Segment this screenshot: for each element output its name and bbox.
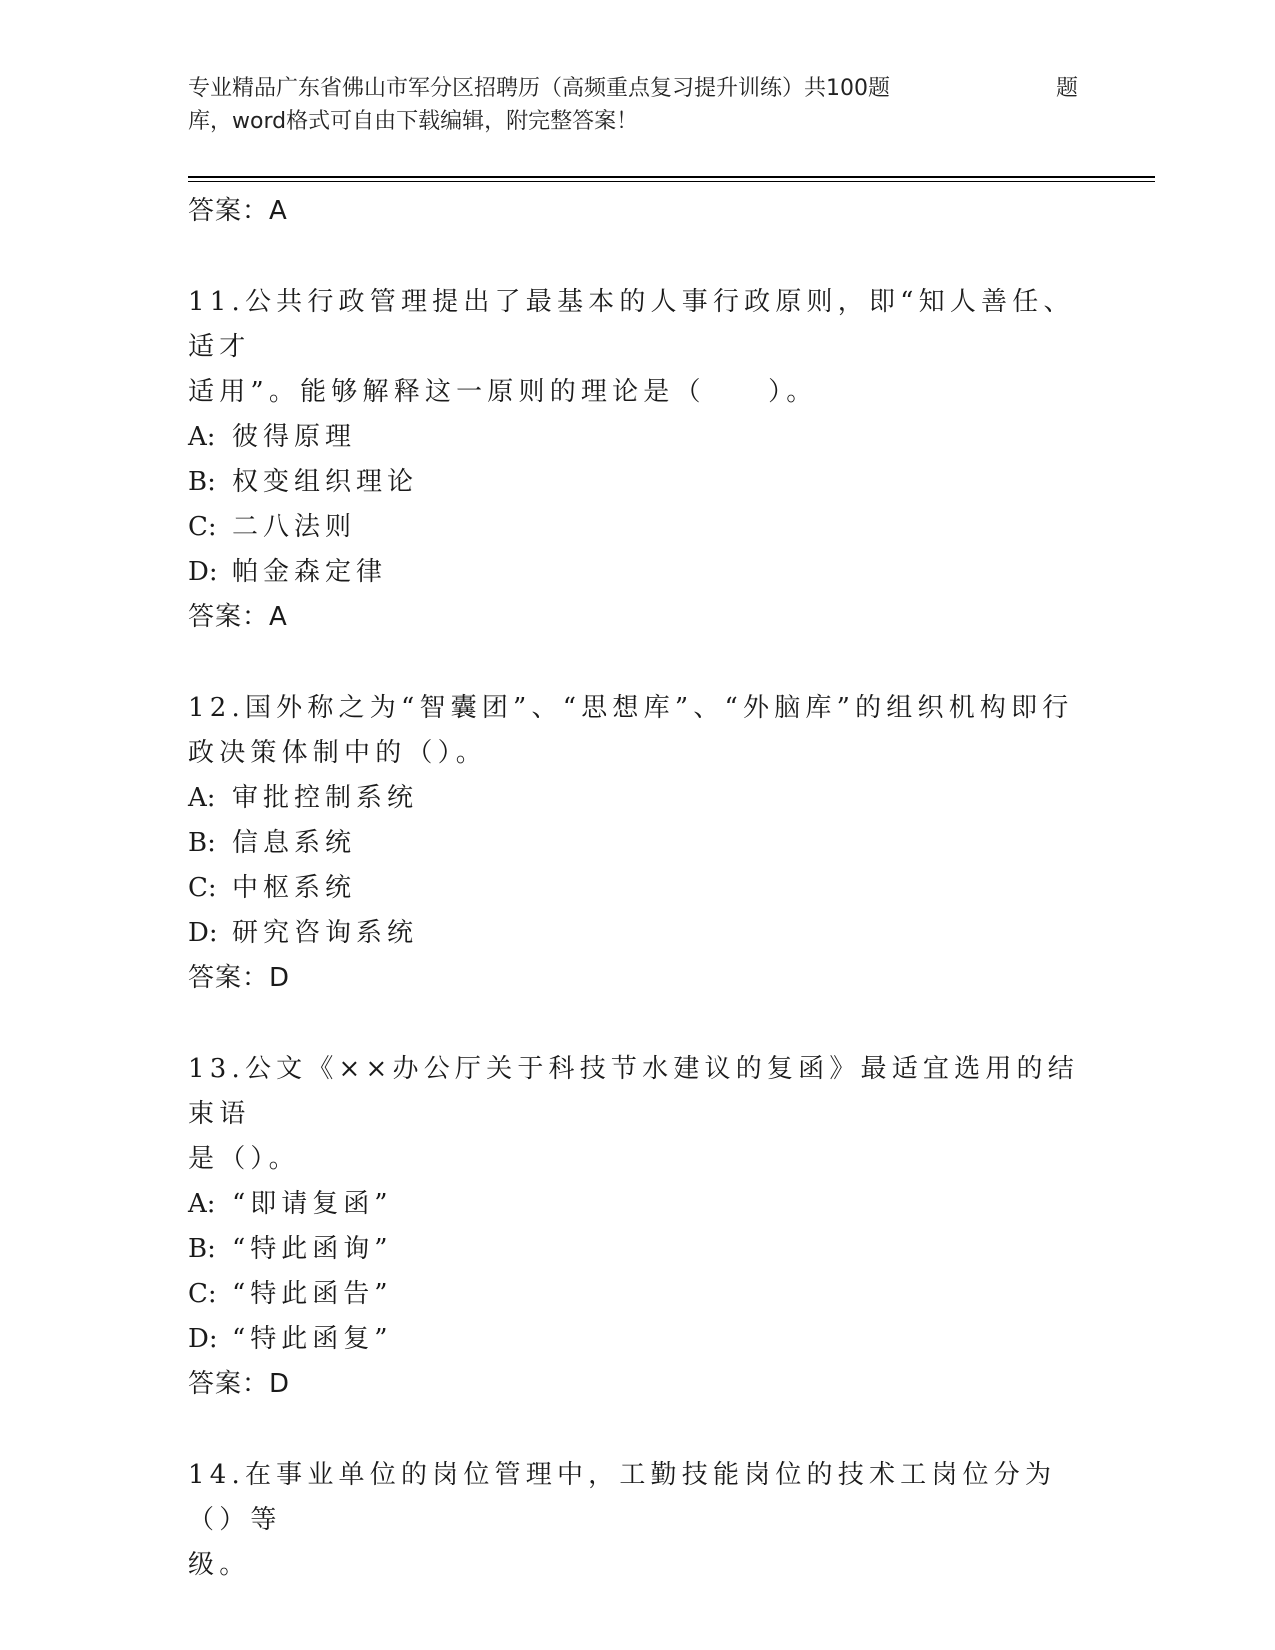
option-text: 二八法则 bbox=[232, 512, 357, 542]
header-rule-thin bbox=[188, 181, 1155, 182]
option-c bbox=[188, 1272, 1088, 1317]
question-block bbox=[188, 686, 1088, 1001]
question-block bbox=[188, 1047, 1088, 1407]
option-label: B: bbox=[188, 467, 216, 497]
spacer bbox=[188, 234, 1088, 280]
question-block bbox=[188, 1453, 1088, 1588]
question-stem-line: 13.公文《××办公厅关于科技节水建议的复函》最适宜选用的结束语 bbox=[188, 1054, 1079, 1129]
option-text: 帕金森定律 bbox=[232, 557, 388, 587]
option-text: 中枢系统 bbox=[232, 873, 357, 903]
spacer bbox=[188, 640, 1088, 686]
question-stem-line: 11.公共行政管理提出了最基本的人事行政原则，即“知人善任、适才 bbox=[188, 287, 1075, 362]
question-block bbox=[188, 280, 1088, 640]
option-text: “特此函询” bbox=[232, 1234, 393, 1264]
answer-line: 答案：A bbox=[188, 196, 288, 226]
option-d bbox=[188, 1317, 1088, 1362]
question-stem-line: 12.国外称之为“智囊团”、“思想库”、“外脑库”的组织机构即行 bbox=[188, 693, 1074, 723]
option-text: 彼得原理 bbox=[232, 422, 357, 452]
option-label: B: bbox=[188, 828, 216, 858]
option-label: D: bbox=[188, 1324, 218, 1354]
question-stem-line: 14.在事业单位的岗位管理中，工勤技能岗位的技术工岗位分为（）等 bbox=[188, 1460, 1057, 1535]
option-c bbox=[188, 866, 1088, 911]
spacer bbox=[188, 1407, 1088, 1453]
option-label: D: bbox=[188, 918, 218, 948]
option-text: 研究咨询系统 bbox=[232, 918, 419, 948]
answer-line: 答案：A bbox=[188, 602, 288, 632]
answer-line: 答案：D bbox=[188, 1369, 291, 1399]
question-stem-line: 是（）。 bbox=[188, 1144, 300, 1174]
option-d bbox=[188, 911, 1088, 956]
option-label: A: bbox=[188, 783, 216, 813]
option-label: C: bbox=[188, 873, 217, 903]
option-text: 信息系统 bbox=[232, 828, 357, 858]
option-label: D: bbox=[188, 557, 218, 587]
question-stem-line: 适用”。能够解释这一原则的理论是（ ）。 bbox=[188, 377, 818, 407]
option-b bbox=[188, 460, 1088, 505]
option-text: “即请复函” bbox=[232, 1189, 393, 1219]
option-label: B: bbox=[188, 1234, 216, 1264]
option-text: “特此函告” bbox=[232, 1279, 393, 1309]
header-title-line2: 库，word格式可自由下载编辑，附完整答案！ bbox=[188, 109, 639, 134]
option-text: “特此函复” bbox=[232, 1324, 393, 1354]
option-text: 权变组织理论 bbox=[232, 467, 419, 497]
option-a bbox=[188, 1182, 1088, 1227]
option-a bbox=[188, 415, 1088, 460]
option-b bbox=[188, 1227, 1088, 1272]
question-stem bbox=[188, 1047, 1088, 1182]
option-label: A: bbox=[188, 1189, 216, 1219]
question-stem-line: 级。 bbox=[188, 1550, 251, 1580]
header-rule-thick bbox=[188, 176, 1155, 178]
option-d bbox=[188, 550, 1088, 595]
page-header bbox=[188, 72, 1078, 138]
option-label: C: bbox=[188, 512, 217, 542]
option-text: 审批控制系统 bbox=[232, 783, 419, 813]
option-label: C: bbox=[188, 1279, 217, 1309]
question-stem bbox=[188, 1453, 1088, 1588]
question-content bbox=[188, 189, 1088, 1588]
header-title-line1-end: 题 bbox=[1055, 76, 1078, 101]
option-a bbox=[188, 776, 1088, 821]
option-b bbox=[188, 821, 1088, 866]
spacer bbox=[188, 1001, 1088, 1047]
question-stem bbox=[188, 686, 1088, 776]
answer-line: 答案：D bbox=[188, 963, 291, 993]
question-stem-line: 政决策体制中的（）。 bbox=[188, 738, 488, 768]
header-title-line1: 专业精品广东省佛山市军分区招聘历（高频重点复习提升训练）共100题 bbox=[188, 76, 890, 101]
option-label: A: bbox=[188, 422, 216, 452]
question-stem bbox=[188, 280, 1088, 415]
option-c bbox=[188, 505, 1088, 550]
